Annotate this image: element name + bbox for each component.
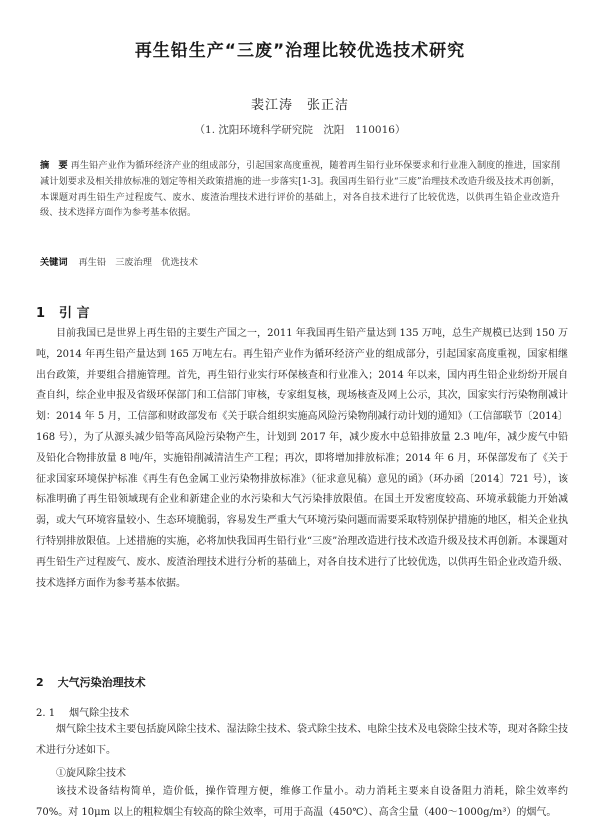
subsection-2-1-paragraph: 烟气除尘技术主要包括旋风除尘技术、湿法除尘技术、袋式除尘技术、电除尘技术及电袋除尘技术等，现对各除尘技术进行分述如下。 xyxy=(36,724,568,756)
paper-affiliation: （1. 沈阳环境科学研究院 沈阳 110016） xyxy=(194,124,406,136)
section-1-title: 引 言 xyxy=(59,306,90,321)
paper-title: 再生铅生产“三废”治理比较优选技术研究 xyxy=(134,41,466,61)
section-2-title: 大气污染治理技术 xyxy=(57,676,146,689)
section-1-paragraph: 目前我国已是世界上再生铅的主要生产国之一，2011 年我国再生铅产量达到 135 万吨，总生产规模已达到 150 万吨，2014 年再生铅产量达到 165 万吨左右。再生铅产业作为循环经济产业的组成部分，引起国家高度重视，国家相继出台政策，并要组合措施管理。首先，再生铅行业实行环保核查和行业准入；2014 年以来，国内再生铅企业纷纷开展自查自纠，综企业申报及省级环保部门和工信部门审核，专家组复核，现场核查及网上公示，其次，国家实行污染物削减计划：2014 年 5 月，工信部和财政部发布《关于联合组织实施高风险污染物削减行动计划的通知》（工信部联节〔2014〕168 号），为了从源头减少铅等高风险污染物产生，计划到 2017 年，减少废水中总铅排放量 2.3 吨/年，减少废气中铅及铅化合物排放量 8 吨/年，实施铅削减清洁生产工程；再次，即将增加排放标准；2014 年 6 月，环保部发布了《关于征求国家环境保护标准《再生有色金属工业污染物排放标准》（征求意见稿）意见的函》（环办函〔2014〕721 号），该标准明确了再生铅领域现有企业和新建企业的水污染和大气污染排放限值。在国土开发密度较高、环境承载能力开始减弱，或大气环境容量较小、生态环境脆弱，容易发生严重大气环境污染问题而需要采取特别保护措施的地区，相关企业执行特别排放限值。上述措施的实施，必将加快我国再生铅行业“三废”治理改造进行技术改造升级及技术再创新。本课题对再生铅生产过程废气、废水、废渣治理技术进行分析的基础上，对各自技术进行了比较优选，以供再生铅企业改造升级、技术选择方面作为参考基本依据。 xyxy=(36,328,568,589)
abstract-label: 摘 要 xyxy=(40,160,68,171)
section-1-number: 1 xyxy=(36,306,46,321)
abstract-text: 再生铅产业作为循环经济产业的组成部分，引起国家高度重视，随着再生铅行业环保要求和行业准入制度的推进，国家削减计划要求及相关排放标准的划定等相关政策措施的进一步落实[1-3]。我国再生铅行业“三废”治理技术改造升级及技术再创新，本课题对再生铅生产过程废气、废水、废渣治理技术进行评价的基础上，对各自技术进行了比较优选，以供再生铅企业改造升级、技术选择方面作为参考基本依据。 xyxy=(40,160,561,219)
subsection-2-1-heading xyxy=(36,704,129,719)
abstract xyxy=(40,158,560,221)
section-2-heading xyxy=(36,674,146,690)
section-1-heading xyxy=(36,302,90,321)
subsection-2-1-title: 烟气除尘技术 xyxy=(69,708,130,719)
item-1-paragraph: 该技术设备结构简单，造价低，操作管理方便，维修工作量小。动力消耗主要来自设备阻力消耗，除尘效率约 70%。对 10μm 以上的粗粒烟尘有较高的除尘效率，可用于高温（450℃）、高含尘量（400～1000g/m³）的烟气。 xyxy=(36,786,568,818)
keywords-label: 关键词 xyxy=(40,257,68,268)
subsection-2-1-number: 2. 1 xyxy=(36,708,56,719)
paper-authors: 裴江涛 张正洁 xyxy=(250,98,349,113)
keywords-text: 再生铅 三废治理 优选技术 xyxy=(78,257,198,268)
section-2-number: 2 xyxy=(36,676,44,689)
item-1-label: ①旋风除尘技术 xyxy=(56,768,126,779)
keywords xyxy=(40,254,560,268)
